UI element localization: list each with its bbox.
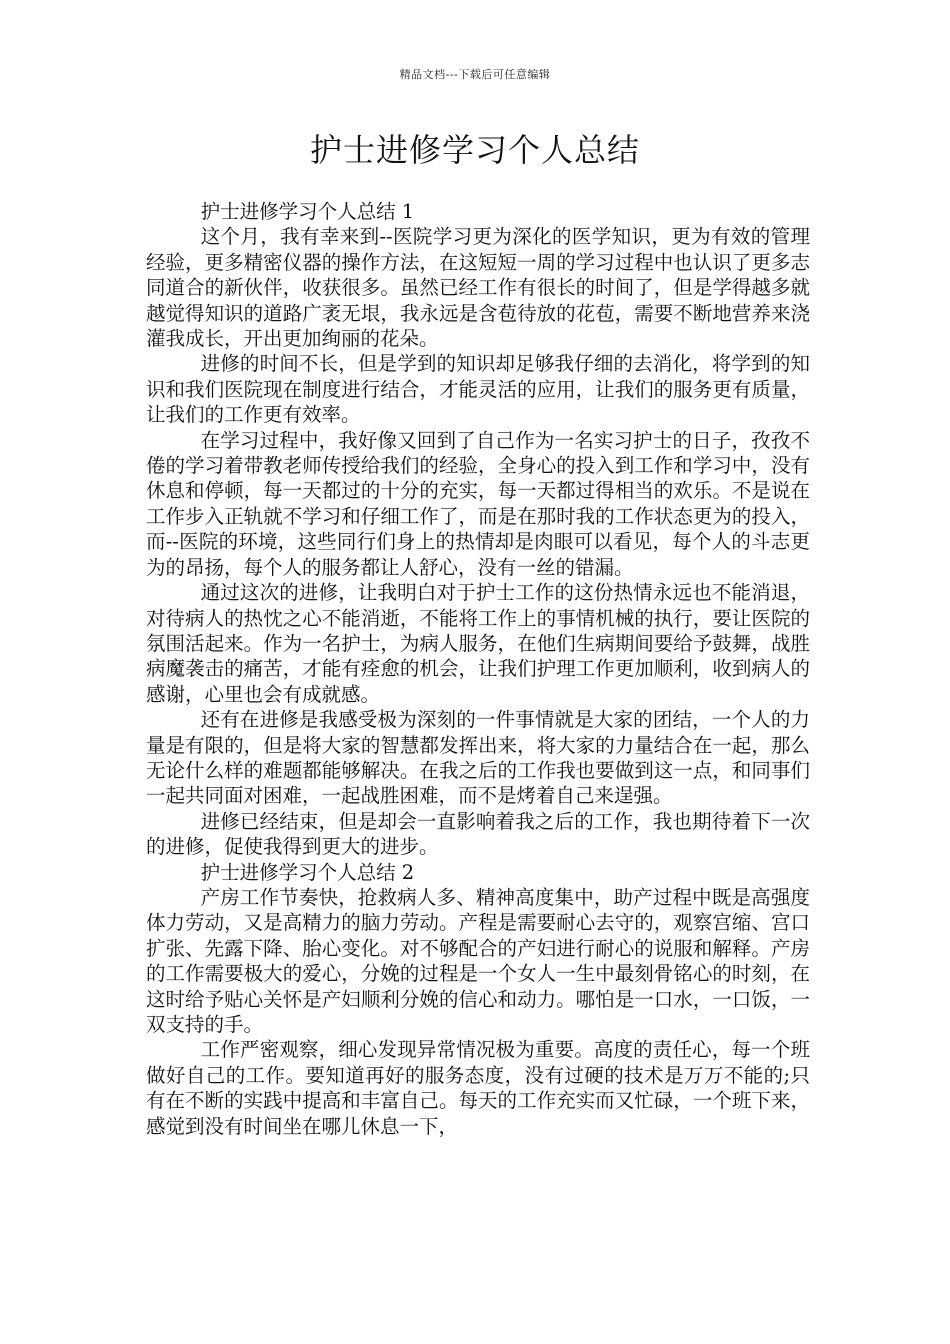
body-paragraph: 在学习过程中，我好像又回到了自己作为一名实习护士的日子，孜孜不倦的学习着带教老师传授给我们的经验，全身心的投入到工作和学习中，没有休息和停顿，每一天都过的十分的充实，每一天都过得相当的欢乐。不是说在工作步入正轨就不学习和仔细工作了，而是在那时我的工作状态更为的投入，而--医院的环境，这些同行们身上的热情却是肉眼可以看见，每个人的斗志更为的昂扬，每个人的服务都让人舒心，没有一丝的错漏。: [146, 428, 810, 579]
body-paragraph: 这个月，我有幸来到--医院学习更为深化的医学知识，更为有效的管理经验，更多精密仪器的操作方法，在这短短一周的学习过程中也认识了更多志同道合的新伙伴，收获很多。虽然已经工作有很长的时间了，但是学得越多就越觉得知识的道路广袤无垠，我永远是含苞待放的花苞，需要不断地营养来浇灌我成长，开出更加绚丽的花朵。: [146, 225, 810, 351]
section-heading-1: 护士进修学习个人总结 1: [200, 200, 415, 223]
body-paragraph: 产房工作节奏快，抢救病人多、精神高度集中，助产过程中既是高强度体力劳动，又是高精力的脑力劳动。产程是需要耐心去守的，观察宫缩、宫口扩张、先露下降、胎心变化。对不够配合的产妇进行耐心的说服和解释。产房的工作需要极大的爱心，分娩的过程是一个女人一生中最刻骨铭心的时刻，在这时给予贴心关怀是产妇顺利分娩的信心和动力。哪怕是一口水，一口饭，一双支持的手。: [146, 885, 810, 1036]
document-body: [146, 199, 810, 1139]
body-paragraph: 还有在进修是我感受极为深刻的一件事情就是大家的团结，一个人的力量是有限的，但是将大家的智慧都发挥出来，将大家的力量结合在一起，那么无论什么样的难题都能够解决。在我之后的工作我也要做到这一点，和同事们一起共同面对困难，一起战胜困难，而不是烤着自己来逞强。: [146, 708, 810, 808]
page-header-note: 精品文档---下载后可任意编辑: [399, 68, 551, 81]
body-paragraph: 进修的时间不长，但是学到的知识却足够我仔细的去消化，将学到的知识和我们医院现在制度进行结合，才能灵活的应用，让我们的服务更有质量，让我们的工作更有效率。: [146, 352, 810, 427]
body-paragraph: 进修已经结束，但是却会一直影响着我之后的工作，我也期待着下一次的进修，促使我得到更大的进步。: [146, 809, 810, 859]
body-paragraph: 工作严密观察，细心发现异常情况极为重要。高度的责任心，每一个班做好自己的工作。要知道再好的服务态度，没有过硬的技术是万万不能的;只有在不断的实践中提高和丰富自己。每天的工作充实而又忙碌，一个班下来，感觉到没有时间坐在哪儿休息一下，: [146, 1038, 810, 1138]
document-title: 护士进修学习个人总结: [309, 131, 640, 169]
section-heading-2: 护士进修学习个人总结 2: [200, 860, 415, 884]
body-paragraph: 通过这次的进修，让我明白对于护士工作的这份热情永远也不能消退，对待病人的热忱之心不能消逝，不能将工作上的事情机械的执行，要让医院的氛围活起来。作为一名护士，为病人服务，在他们生病期间要给予鼓舞，战胜病魔袭击的痛苦，才能有痊愈的机会，让我们护理工作更加顺利，收到病人的感谢，心里也会有成就感。: [146, 581, 810, 706]
